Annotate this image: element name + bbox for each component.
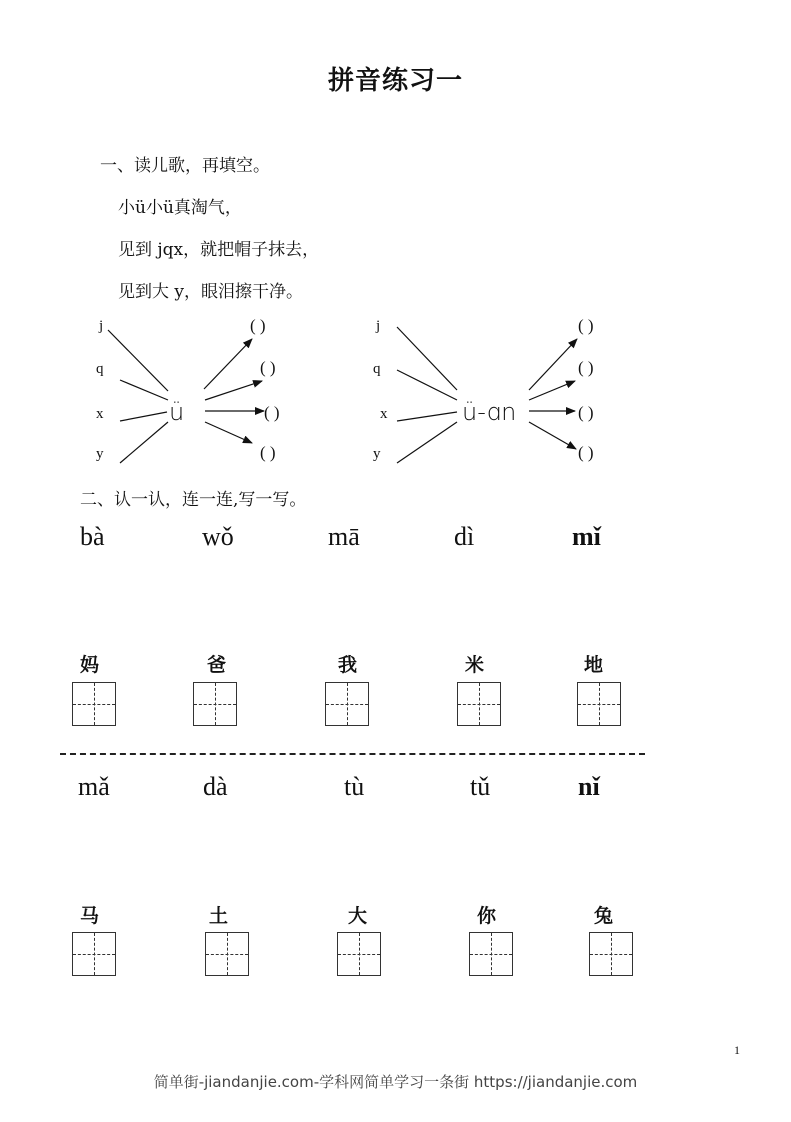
blank-right-2[interactable]: ( ) <box>578 358 594 377</box>
pinyin-di[interactable]: dì <box>454 522 475 551</box>
center-u-an: ü-ɑn <box>462 398 517 426</box>
pinyin-tu3[interactable]: tǔ <box>470 772 491 801</box>
writing-box-4[interactable] <box>457 682 501 726</box>
initial-q-right: q <box>373 361 381 377</box>
blank-left-1[interactable]: ( ) <box>250 316 266 335</box>
pinyin-da[interactable]: dà <box>203 772 228 801</box>
poem-line-2: 见到 jqx，就把帽子抹去， <box>118 240 320 260</box>
poem-line-1: 小ü小ü真淘气， <box>118 198 242 218</box>
writing-box-6[interactable] <box>72 932 116 976</box>
writing-box-8[interactable] <box>337 932 381 976</box>
section1-heading: 一、读儿歌，再填空。 <box>100 156 270 176</box>
initial-x-right: x <box>380 406 388 422</box>
hanzi-ba-father[interactable]: 爸 <box>207 654 227 676</box>
pinyin-ma1[interactable]: mā <box>328 522 360 551</box>
writing-box-7[interactable] <box>205 932 249 976</box>
blank-right-1[interactable]: ( ) <box>578 316 594 335</box>
footer-watermark: 简单街-jiandanjie.com-学科网简单学习一条街 https://jiandanjie.com <box>153 1073 638 1091</box>
writing-box-9[interactable] <box>469 932 513 976</box>
center-u-umlaut: ü <box>169 398 185 426</box>
page-title: 拼音练习一 <box>327 66 463 96</box>
pinyin-tu4[interactable]: tù <box>344 772 365 801</box>
blank-right-4[interactable]: ( ) <box>578 443 594 462</box>
initial-j-right: j <box>376 318 381 334</box>
hanzi-da[interactable]: 大 <box>348 905 368 927</box>
section2-heading: 二、认一认，连一连,写一写。 <box>80 490 307 510</box>
hanzi-ma-horse[interactable]: 马 <box>80 905 100 927</box>
hanzi-mi[interactable]: 米 <box>465 654 485 676</box>
hanzi-tu-soil[interactable]: 土 <box>209 905 229 927</box>
dashed-divider <box>60 753 645 755</box>
writing-box-10[interactable] <box>589 932 633 976</box>
writing-box-2[interactable] <box>193 682 237 726</box>
blank-left-4[interactable]: ( ) <box>260 443 276 462</box>
hanzi-wo[interactable]: 我 <box>338 654 358 676</box>
pinyin-mi[interactable]: mǐ <box>572 522 601 551</box>
writing-box-5[interactable] <box>577 682 621 726</box>
hanzi-ni[interactable]: 你 <box>477 905 497 927</box>
hanzi-tu-rabbit[interactable]: 兔 <box>594 905 614 927</box>
writing-box-1[interactable] <box>72 682 116 726</box>
initial-j-left: j <box>99 318 104 334</box>
poem-line-3: 见到大 y，眼泪擦干净。 <box>118 282 304 302</box>
hanzi-di[interactable]: 地 <box>584 654 604 676</box>
blank-right-3[interactable]: ( ) <box>578 403 594 422</box>
pinyin-ba[interactable]: bà <box>80 522 105 551</box>
initial-x-left: x <box>96 406 104 422</box>
pinyin-ma3[interactable]: mǎ <box>78 772 110 801</box>
pinyin-wo[interactable]: wǒ <box>202 522 234 551</box>
blank-left-2[interactable]: ( ) <box>260 358 276 377</box>
hanzi-ma-mother[interactable]: 妈 <box>80 654 100 676</box>
initial-y-right: y <box>373 446 381 462</box>
initial-q-left: q <box>96 361 104 377</box>
writing-box-3[interactable] <box>325 682 369 726</box>
pinyin-ni[interactable]: nǐ <box>578 772 600 801</box>
initial-y-left: y <box>96 446 104 462</box>
blank-left-3[interactable]: ( ) <box>264 403 280 422</box>
page-number: 1 <box>734 1043 740 1057</box>
